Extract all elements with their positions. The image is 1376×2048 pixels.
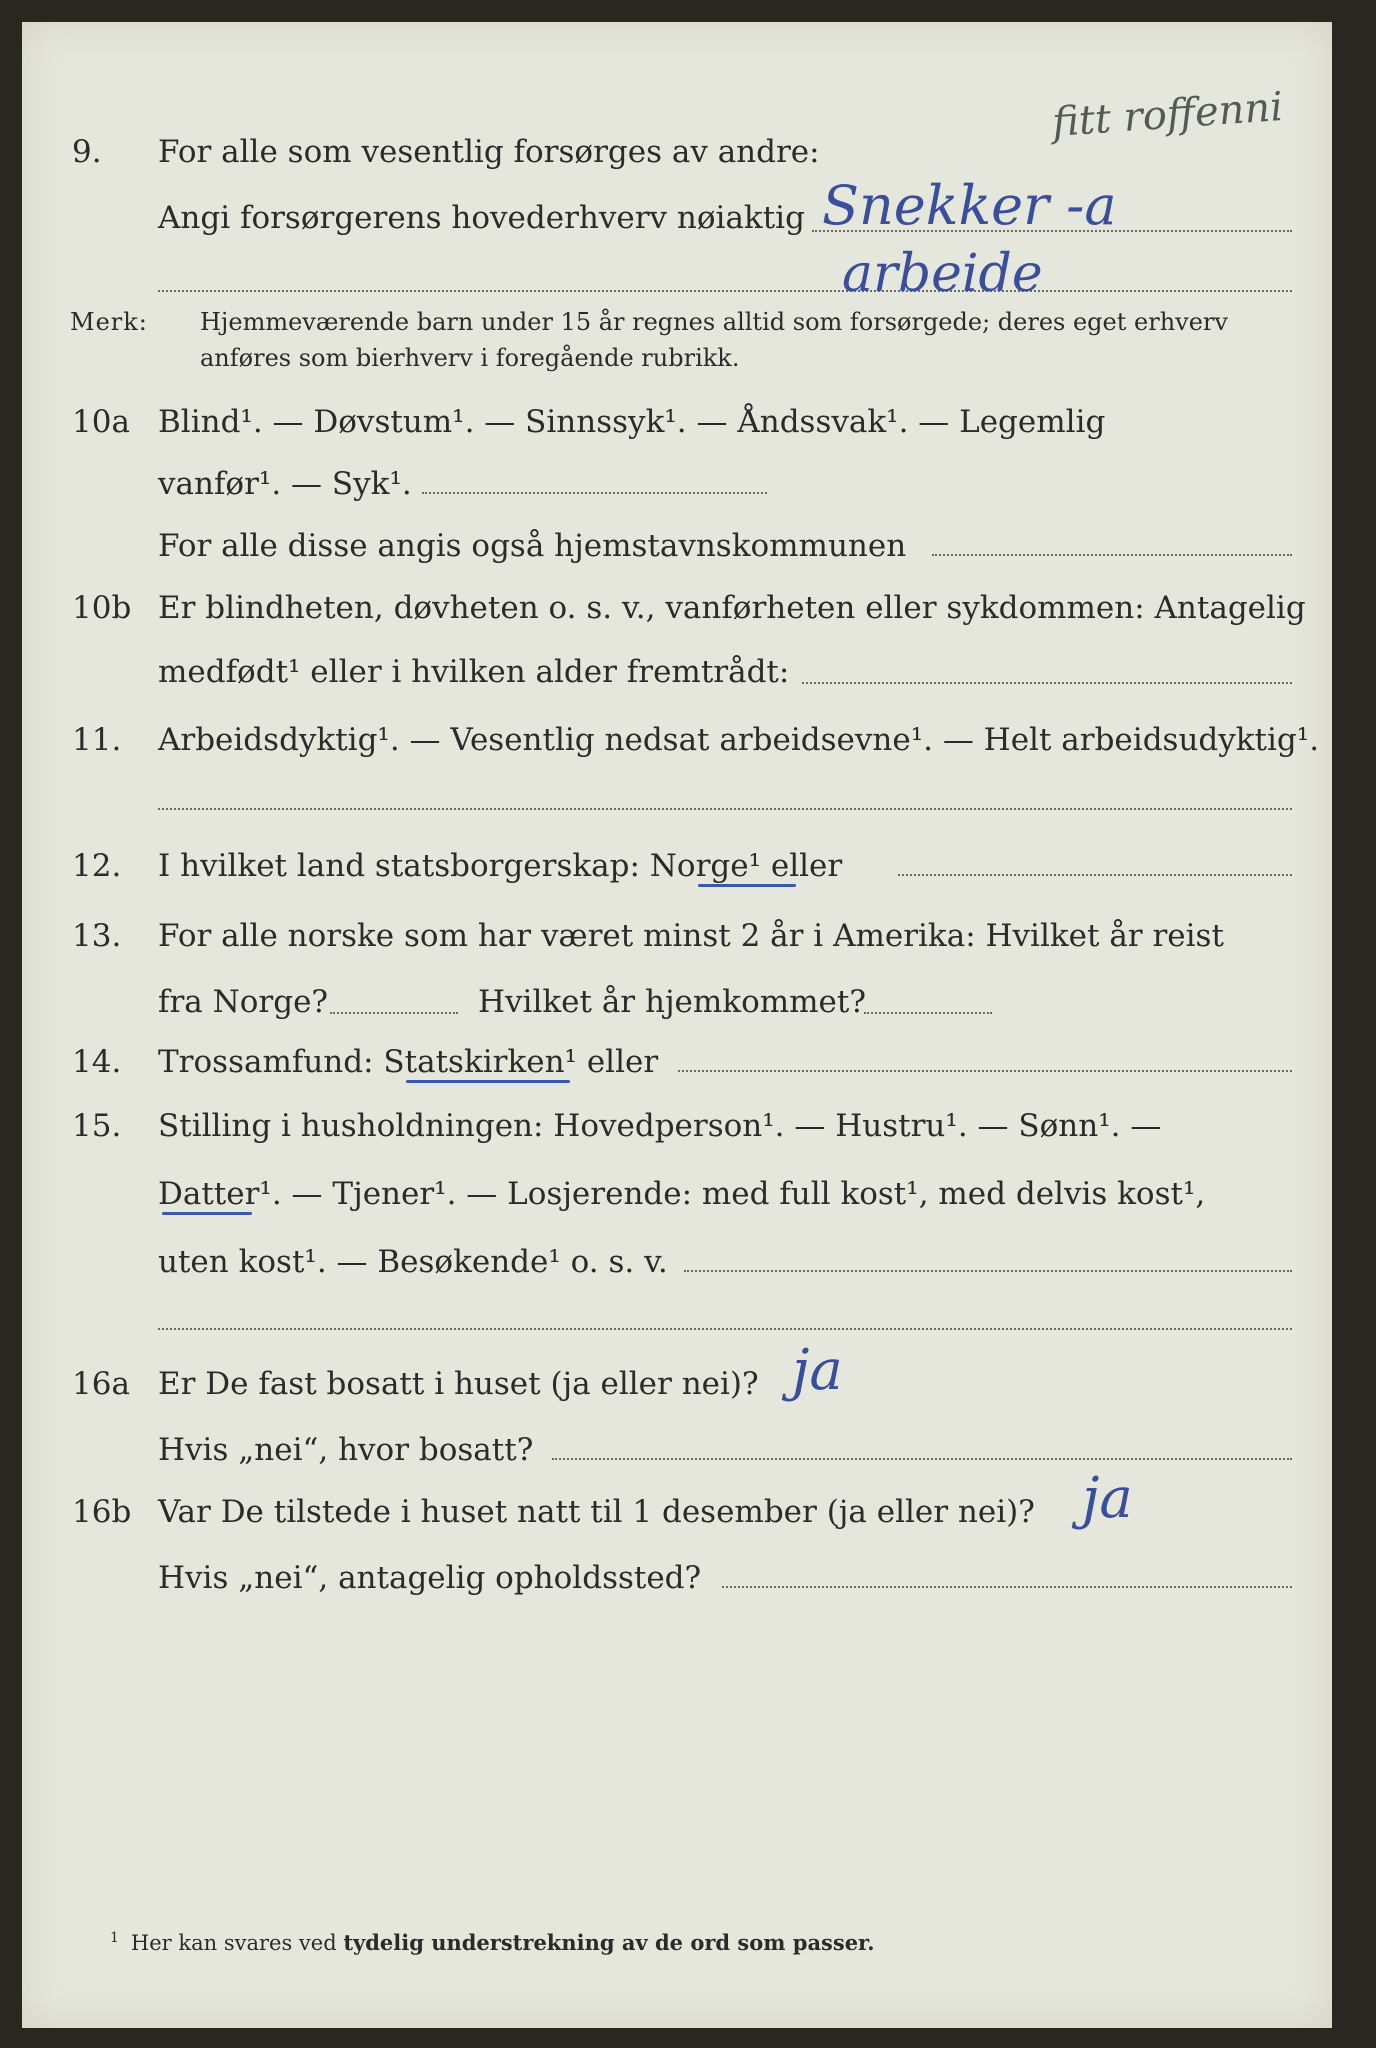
- q13-text1: For alle norske som har været minst 2 år i Amerika: Hvilket år reist: [158, 918, 1224, 954]
- q16a-answer: ja: [792, 1338, 843, 1403]
- merk-text2: anføres som bierhverv i foregående rubrikk.: [200, 344, 740, 372]
- q13-text2a: fra Norge?: [158, 984, 329, 1020]
- q13-line1: [22, 906, 1332, 966]
- q15-line2: [22, 1164, 1332, 1224]
- q9-answer-dots2: [158, 290, 1292, 292]
- q10b-text2: medfødt¹ eller i hvilken alder fremtrådt:: [158, 654, 790, 690]
- q15-datter-underline: [162, 1212, 252, 1215]
- q12-text1: I hvilket land statsborgerskap: Norge¹ eller: [158, 848, 843, 884]
- q11-text1: Arbeidsdyktig¹. — Vesentlig nedsat arbeidsevne¹. — Helt arbeidsudyktig¹.: [158, 722, 1320, 758]
- q16b-answer: ja: [1082, 1466, 1133, 1531]
- q10a-text1: Blind¹. — Døvstum¹. — Sinnssyk¹. — Åndssvak¹. — Legemlig: [158, 404, 1106, 440]
- q16b-text1: Var De tilstede i huset natt til 1 desember (ja eller nei)?: [158, 1494, 1035, 1530]
- q15-answer-dots2: [158, 1328, 1292, 1330]
- q11-number: 11.: [72, 722, 122, 758]
- q15-text3: uten kost¹. — Besøkende¹ o. s. v.: [158, 1244, 668, 1280]
- q10a-answer-dots2: [932, 554, 1292, 556]
- q16a-line2: [22, 1420, 1332, 1480]
- q14-answer-dots: [678, 1070, 1292, 1072]
- footnote: [110, 1930, 875, 1955]
- q16b-answer-dots: [722, 1586, 1292, 1588]
- q9-line1: [22, 122, 1332, 182]
- q16b-text2: Hvis „nei“, antagelig opholdssted?: [158, 1560, 702, 1596]
- q12-number: 12.: [72, 848, 122, 884]
- q12-answer-dots: [898, 874, 1292, 876]
- q10a-answer-dots1: [422, 492, 767, 494]
- merk-text1: Hjemmeværende barn under 15 år regnes alltid som forsørgede; deres eget erhverv: [200, 308, 1228, 336]
- q15-line3: [22, 1232, 1332, 1292]
- q14-statskirken-underline: [406, 1080, 570, 1083]
- q10a-text2: vanfør¹. — Syk¹.: [158, 466, 412, 502]
- q9-line2: [22, 188, 1332, 248]
- q13-answer-dots1: [330, 1012, 458, 1014]
- q10a-line2: [22, 454, 1332, 514]
- q9-text1: For alle som vesentlig forsørges av andre:: [158, 134, 820, 170]
- q11-answer-dots: [158, 808, 1292, 810]
- q10a-text3: For alle disse angis også hjemstavnskommunen: [158, 528, 907, 564]
- q15-number: 15.: [72, 1108, 122, 1144]
- q10b-answer-dots: [802, 682, 1292, 684]
- q10b-text1: Er blindheten, døvheten o. s. v., vanførheten eller sykdommen: Antagelig: [158, 590, 1306, 626]
- census-form-page: [22, 22, 1332, 2028]
- q12-line1: [22, 836, 1332, 896]
- footnote-text-bold: tydelig understrekning av de ord som passer.: [343, 1930, 875, 1955]
- q13-answer-dots2: [864, 1012, 992, 1014]
- q10b-line1: [22, 578, 1332, 638]
- q16a-line1: [22, 1354, 1332, 1414]
- q10b-number: 10b: [72, 590, 132, 626]
- q14-line1: [22, 1032, 1332, 1092]
- q13-line2: [22, 972, 1332, 1032]
- q16a-text1: Er De fast bosatt i huset (ja eller nei)?: [158, 1366, 759, 1402]
- q9-text2: Angi forsørgerens hovederhverv nøiaktig: [158, 200, 805, 236]
- q9-answer-1: Snekker -a: [822, 174, 1117, 237]
- q10a-line1: [22, 392, 1332, 452]
- q15-answer-dots1: [684, 1270, 1292, 1272]
- footnote-text-regular: Her kan svares ved: [130, 1931, 344, 1955]
- merk-label: Merk:: [70, 308, 148, 336]
- q13-text2b: Hvilket år hjemkommet?: [478, 984, 866, 1020]
- q13-number: 13.: [72, 918, 122, 954]
- q15-text2: Datter¹. — Tjener¹. — Losjerende: med full kost¹, med delvis kost¹,: [158, 1176, 1206, 1212]
- q10a-number: 10a: [72, 404, 130, 440]
- q10b-line2: [22, 642, 1332, 702]
- q16b-line2: [22, 1548, 1332, 1608]
- q16b-line1: [22, 1482, 1332, 1542]
- q16b-number: 16b: [72, 1494, 132, 1530]
- q15-line1: [22, 1096, 1332, 1156]
- q14-text1: Trossamfund: Statskirken¹ eller: [158, 1044, 659, 1080]
- q16a-text2: Hvis „nei“, hvor bosatt?: [158, 1432, 534, 1468]
- q10a-line3: [22, 516, 1332, 576]
- footnote-marker: 1: [110, 1930, 119, 1946]
- q9-number: 9.: [72, 134, 102, 170]
- q11-line1: [22, 710, 1332, 770]
- q15-text1: Stilling i husholdningen: Hovedperson¹. — Hustru¹. — Sønn¹. —: [158, 1108, 1162, 1144]
- q16a-answer-dots: [552, 1458, 1292, 1460]
- q12-norge-underline: [698, 884, 796, 887]
- margin-note: fitt roffenni: [1050, 83, 1285, 147]
- q16a-number: 16a: [72, 1366, 130, 1402]
- q14-number: 14.: [72, 1044, 122, 1080]
- q9-answer-2: arbeide: [842, 244, 1043, 304]
